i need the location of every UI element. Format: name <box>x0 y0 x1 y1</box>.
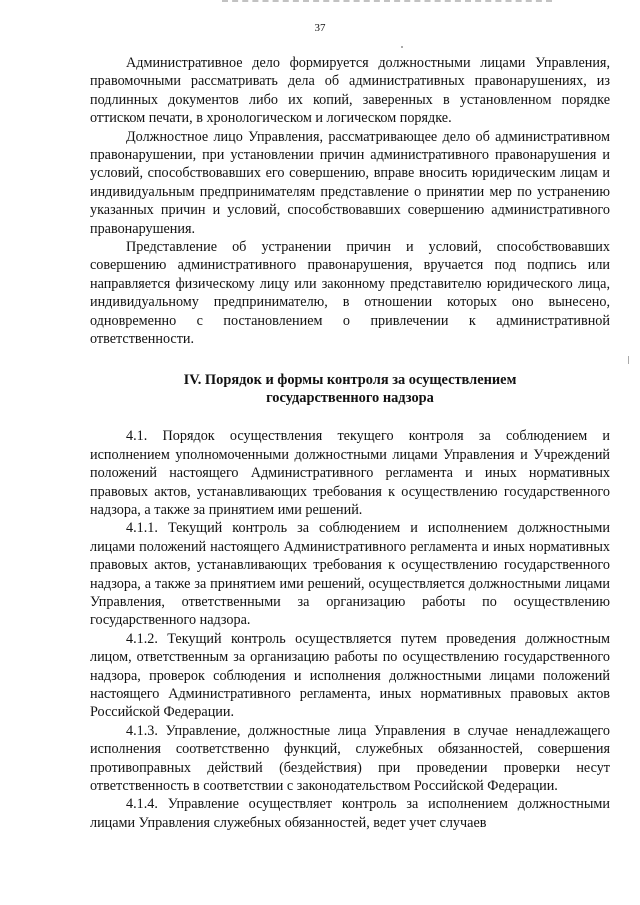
paragraph-submission-delivery: Представление об устранении причин и условий, способствовавших совершению административного правонарушения, вручается под подпись или направляется физическому лицу или законному представителю юридического лица, индивидуальному предпринимателю, в отношении которых оно вынесено, одновременно с постановлением о привлечении к административной ответственности. <box>90 239 610 348</box>
section-heading: IV. Порядок и формы контроля за осуществлением государственного надзора <box>183 371 517 406</box>
document-body <box>90 54 610 832</box>
paragraph-4-1-3: 4.1.3. Управление, должностные лица Управления в случае ненадлежащего исполнения соответственно функций, служебных обязанностей, совершения противоправных действий (бездействия) при проведении проверки несут ответственность в соответствии с законодательством Российской Федерации. <box>90 722 610 795</box>
scan-speck <box>401 46 403 48</box>
paragraph-4-1-1: 4.1.1. Текущий контроль за соблюдением и исполнением должностными лицами положений настоящего Административного регламента и иных нормативных правовых актов, устанавливающих требования к осуществлению государственного надзора, а также за принятием ими решений, осуществляется должностными лицами Управления, ответственными за организацию работы по осуществлению государственного надзора. <box>90 520 610 629</box>
paragraph-4-1: 4.1. Порядок осуществления текущего контроля за соблюдением и исполнением уполномоченными должностными лицами Управления и Учреждений положений настоящего Административного регламента и иных нормативных правовых актов, устанавливающих требования к осуществлению государственного надзора, а также за принятием ими решений. <box>90 428 610 518</box>
paragraph-case-file: Административное дело формируется должностными лицами Управления, правомочными рассматривать дела об административных правонарушениях, из подлинных документов либо их копий, заверенных в установленном порядке оттиском печати, в хронологическом и логическом порядке. <box>90 55 610 127</box>
scan-speck <box>628 356 629 364</box>
paragraph-4-1-2: 4.1.2. Текущий контроль осуществляется путем проведения должностным лицом, ответственным за организацию работы по осуществлению государственного надзора, проверок соблюдения и исполнения должностными лицами положений настоящего Административного регламента, иных нормативных правовых актов Российской Федерации. <box>90 630 610 721</box>
paragraph-official-submission: Должностное лицо Управления, рассматривающее дело об административном правонарушении, при установлении причин административного правонарушения и условий, способствовавших его совершению, вправе вносить юридическим лицам и индивидуальным предпринимателям представление о принятии мер по устранению указанных причин и условий, способствовавших совершению административного правонарушения. <box>90 128 610 237</box>
page-number: 37 <box>314 22 326 34</box>
paragraph-4-1-4: 4.1.4. Управление осуществляет контроль за исполнением должностными лицами Управления служебных обязанностей, ведет учет случаев <box>90 796 610 831</box>
scan-border-mark <box>222 0 552 5</box>
